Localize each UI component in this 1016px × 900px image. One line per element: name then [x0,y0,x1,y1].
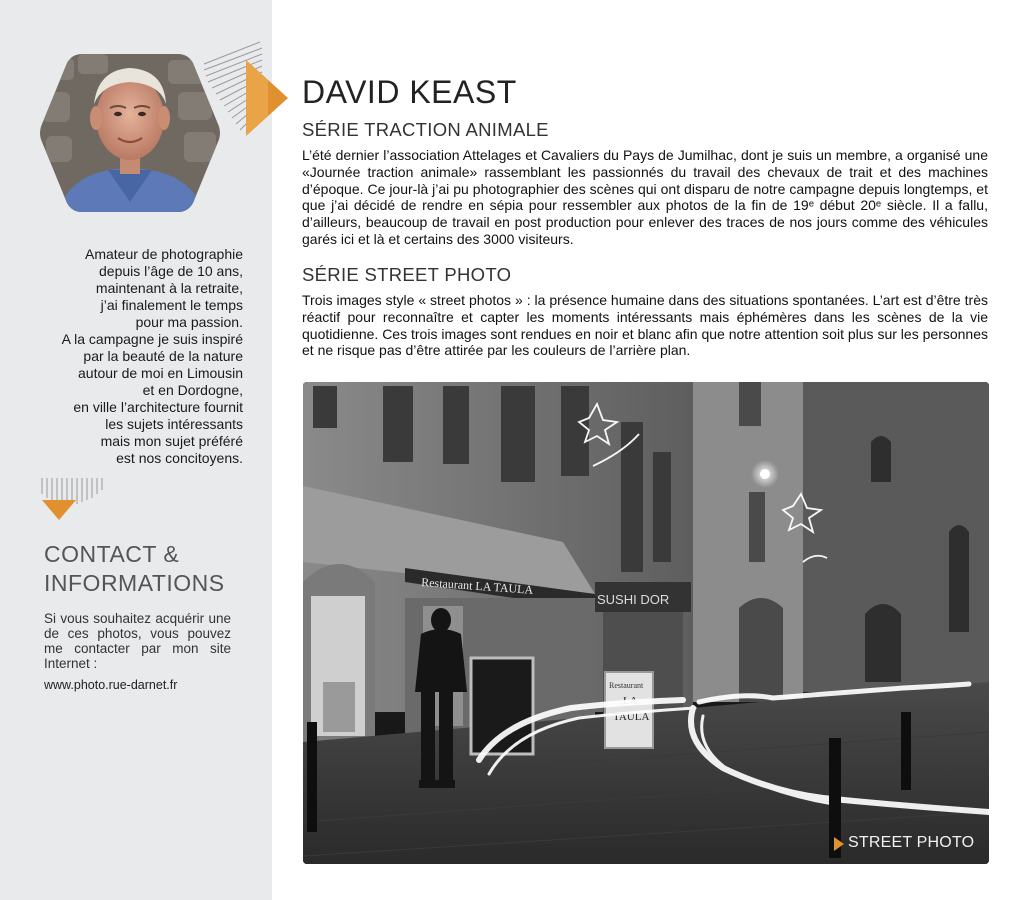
sidebar [0,0,272,900]
photo-caption: STREET PHOTO [848,834,975,851]
photographer-name: DAVID KEAST [302,74,517,110]
board-line-2: LA [623,695,638,707]
website-link[interactable]: www.photo.rue-darnet.fr [44,678,178,692]
series-text-traction: L’été dernier l’association Attelages et Cavaliers du Pays de Jumilhac, dont je suis un membre, a organisé une «Journée traction animale» rassemblant les passionnés du travail des chevaux de trait et des machines d’époque. Ce jour-là j’ai pu photographier des scènes qui ont disparu de notre campagne depuis longtemps, et que j’ai décidé de rendre en sépia pour ressembler aux photos de la fin de 19ᵉ début 20ᵉ siècle. Il a fallu, d’ailleurs, beaucoup de travail en post production pour enlever des traces de nos jours comme des véhicules garés ici et là et certains des 3000 visiteurs. [302,147,988,247]
contact-title: CONTACT & INFORMATIONS [44,541,225,596]
orange-arrow-icon [246,60,290,136]
board-line-1: Restaurant [609,681,644,690]
board-line-3: TAULA [613,711,650,723]
decorative-down-arrow [40,476,108,524]
biography-text: Amateur de photographie depuis l’âge de 10 ans, maintenant à la retraite, j’ai finalement le temps pour ma passion. A la campagne je suis inspiré par la beauté de la nature autour de moi en Limousin et en Dordogne, en ville l’architecture fournit les sujets intéressants mais mon sujet préféré est nos concitoyens. [61,246,243,466]
contact-text: Si vous souhaitez acquérir une de ces photos, vous pouvez me contacter par mon site Internet : [44,611,231,671]
portrait-photo [38,52,222,214]
shop-sign: SUSHI DOR [597,592,670,607]
series-text-street: Trois images style « street photos » : la présence humaine dans des situations spontanées. L’art est d’être très réactif pour reconnaître et capter les moments intéressants mais éphémères dans les scènes de la vie quotidienne. Ces trois images sont rendues en noir et blanc afin que notre attention soit plus sur les personnes et ne risque pas d’être attirée par les couleurs de l’arrière plan. [302,292,988,359]
awning-sign: Restaurant LA TAULA [420,575,534,597]
series-title-street: SÉRIE STREET PHOTO [302,264,512,285]
street-photo-image [303,382,989,864]
label-arrow-icon [834,837,844,851]
series-title-traction: SÉRIE TRACTION ANIMALE [302,119,549,140]
